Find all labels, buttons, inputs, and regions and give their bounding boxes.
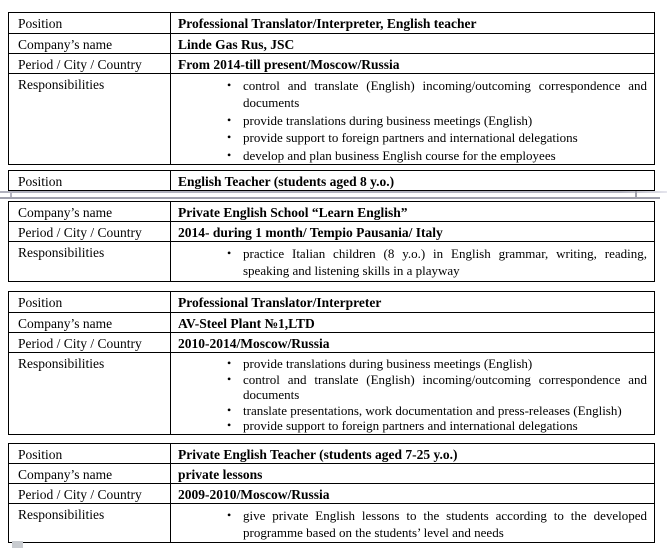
responsibility-item	[227, 112, 647, 129]
table-row	[9, 484, 655, 504]
row-label-company: Company’s name	[9, 202, 171, 222]
period-value: From 2014-till present/Moscow/Russia	[171, 54, 655, 74]
company-value: AV-Steel Plant №1,LTD	[171, 313, 655, 333]
row-label-company: Company’s name	[9, 313, 171, 333]
bullet-icon: •	[227, 356, 232, 370]
table-row	[9, 444, 655, 464]
row-label-company: Company’s name	[9, 464, 171, 484]
responsibility-text: develop and plan business English course for the employees	[243, 147, 556, 163]
job-table-3	[8, 291, 655, 435]
table-row	[9, 202, 655, 222]
row-label-responsibilities: Responsibilities	[9, 242, 171, 282]
table-row	[9, 333, 655, 353]
responsibility-text: provide translations during business meetings (English)	[243, 112, 533, 128]
company-value: private lessons	[171, 464, 655, 484]
table-row	[9, 242, 655, 282]
job-table-1	[8, 12, 655, 165]
bullet-icon: •	[227, 130, 232, 145]
row-label-company: Company’s name	[9, 34, 171, 54]
job-table-2-part1	[8, 170, 655, 191]
row-label-responsibilities: Responsibilities	[9, 74, 171, 165]
table-row	[9, 34, 655, 54]
responsibilities-list	[171, 77, 654, 164]
responsibility-text: translate presentations, work documentation and press-releases (English)	[243, 402, 622, 418]
responsibilities-list	[171, 245, 654, 280]
bullet-icon: •	[227, 112, 232, 127]
table-row	[9, 313, 655, 333]
responsibility-item	[227, 371, 647, 403]
company-value: Linde Gas Rus, JSC	[171, 34, 655, 54]
position-value: Private English Teacher (students aged 7-25 y.o.)	[171, 444, 655, 464]
responsibility-text: control and translate (English) incoming/outcoming correspondence and documents	[243, 371, 647, 403]
responsibilities-cell	[171, 504, 655, 543]
table-row	[9, 504, 655, 543]
job-table-4	[8, 443, 655, 543]
bullet-icon: •	[227, 78, 232, 92]
responsibilities-cell	[171, 74, 655, 165]
row-label-position: Position	[9, 444, 171, 464]
responsibility-item	[227, 507, 647, 542]
table-row	[9, 292, 655, 313]
table-row	[9, 54, 655, 74]
bullet-icon: •	[227, 418, 232, 433]
row-label-period: Period / City / Country	[9, 333, 171, 353]
responsibility-item	[227, 356, 647, 372]
period-value: 2010-2014/Moscow/Russia	[171, 333, 655, 353]
row-label-period: Period / City / Country	[9, 54, 171, 74]
row-label-period: Period / City / Country	[9, 222, 171, 242]
responsibility-text: give private English lessons to the students according to the developed programme based on the students’ level and needs	[243, 508, 647, 541]
bullet-icon: •	[227, 246, 232, 260]
row-label-responsibilities: Responsibilities	[9, 353, 171, 435]
company-value: Private English School “Learn English”	[171, 202, 655, 222]
table-row	[9, 171, 655, 191]
responsibility-item	[227, 245, 647, 280]
page-edge-artifact	[12, 541, 23, 548]
responsibilities-cell	[171, 242, 655, 282]
bullet-icon: •	[227, 402, 232, 417]
responsibility-text: control and translate (English) incoming/outcoming correspondence and documents	[243, 78, 647, 111]
responsibilities-cell	[171, 353, 655, 435]
responsibility-item	[227, 402, 647, 419]
table-row	[9, 222, 655, 242]
row-label-responsibilities: Responsibilities	[9, 504, 171, 543]
table-row	[9, 74, 655, 165]
position-value: English Teacher (students aged 8 y.o.)	[171, 171, 655, 191]
responsibility-item	[227, 129, 647, 146]
position-value: Professional Translator/Interpreter	[171, 292, 655, 313]
period-value: 2014- during 1 month/ Tempio Pausania/ Italy	[171, 222, 655, 242]
responsibility-text: provide translations during business meetings (English)	[243, 356, 533, 371]
responsibility-text: provide support to foreign partners and international delegations	[243, 130, 578, 146]
row-label-period: Period / City / Country	[9, 484, 171, 504]
responsibilities-list	[171, 507, 654, 542]
responsibility-item	[227, 418, 647, 434]
row-label-position: Position	[9, 13, 171, 34]
responsibility-text: practice Italian children (8 y.o.) in English grammar, writing, reading, speaking and listening skills in a playway	[243, 246, 647, 279]
table-row	[9, 13, 655, 34]
position-value: Professional Translator/Interpreter, English teacher	[171, 13, 655, 34]
responsibility-item	[227, 147, 647, 164]
table-row	[9, 464, 655, 484]
bullet-icon: •	[227, 147, 232, 162]
page-break-line	[0, 191, 667, 193]
job-table-2-part2	[8, 201, 655, 282]
row-label-position: Position	[9, 171, 171, 191]
responsibilities-list	[171, 356, 654, 434]
responsibility-item	[227, 77, 647, 112]
row-label-position: Position	[9, 292, 171, 313]
page-break-line	[0, 197, 660, 200]
table-row	[9, 353, 655, 435]
period-value: 2009-2010/Moscow/Russia	[171, 484, 655, 504]
bullet-icon: •	[227, 371, 232, 386]
responsibility-text: provide support to foreign partners and international delegations	[243, 418, 578, 434]
bullet-icon: •	[227, 508, 232, 522]
